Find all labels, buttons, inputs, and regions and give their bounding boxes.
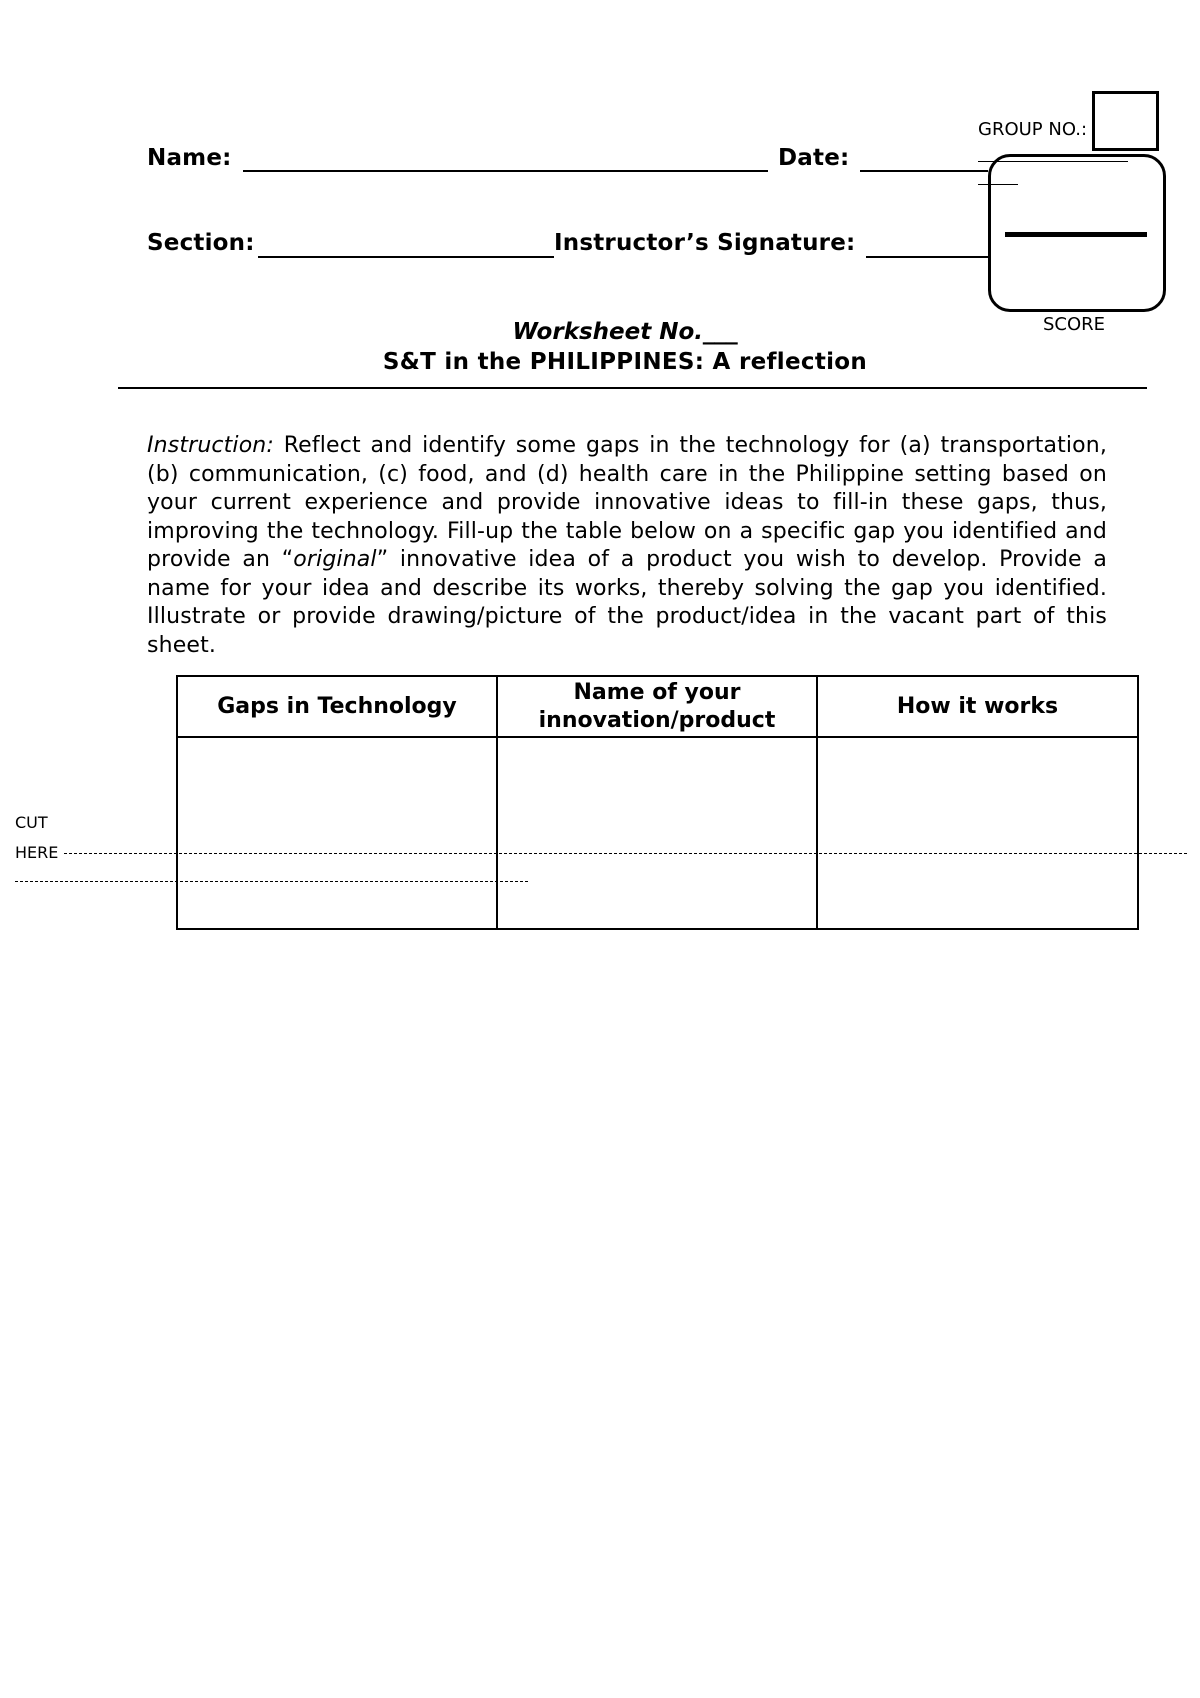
section-field[interactable] bbox=[258, 256, 554, 258]
worksheet-subtitle: S&T in the PHILIPPINES: A reflection bbox=[382, 349, 868, 375]
title-rule bbox=[118, 387, 1147, 389]
instruction-text-1: Reflect and identify some gaps in the technology for (a) transportation, (b) communication, (c) food, and (d) health care in the Philippine setting based on your current experience and provide innovative ideas to fill-in these gaps, thus, improving the technology. Fill-up the table below on a specific gap you identified and provide an “ bbox=[147, 433, 1107, 572]
cut-label: CUT bbox=[15, 813, 48, 832]
instruction-paragraph bbox=[147, 432, 1107, 660]
score-top-line bbox=[978, 161, 1128, 162]
name-label: Name: bbox=[147, 145, 232, 171]
how-it-works-cell[interactable] bbox=[817, 737, 1138, 929]
here-label: HERE bbox=[15, 843, 59, 862]
gaps-table bbox=[176, 675, 1139, 930]
cut-dashed-line-continued bbox=[15, 881, 528, 882]
header-innovation-name: Name of your innovation/product bbox=[497, 676, 817, 737]
instruction-emphasis: original bbox=[293, 547, 377, 572]
signature-label: Instructor’s Signature: bbox=[554, 230, 856, 256]
table-header-row bbox=[177, 676, 1138, 737]
table-row bbox=[177, 737, 1138, 929]
worksheet-title: Worksheet No.___ bbox=[512, 319, 738, 345]
date-label: Date: bbox=[778, 145, 850, 171]
cut-dashed-line bbox=[64, 853, 1187, 854]
date-field[interactable] bbox=[860, 170, 988, 172]
instruction-text-2: ” innovative idea of a product you wish to develop. Provide a name for your idea and describe its works, thereby solving the gap you identified. Illustrate or provide drawing/picture of the product/idea in the vacant part of this sheet. bbox=[147, 547, 1107, 658]
header-how-it-works: How it works bbox=[817, 676, 1138, 737]
group-number-label: GROUP NO.: bbox=[978, 119, 1088, 140]
innovation-cell[interactable] bbox=[497, 737, 817, 929]
section-label: Section: bbox=[147, 230, 255, 256]
gap-cell[interactable] bbox=[177, 737, 497, 929]
instruction-lead: Instruction: bbox=[147, 433, 274, 458]
score-short-line bbox=[978, 184, 1018, 185]
name-field[interactable] bbox=[243, 170, 768, 172]
group-number-box[interactable] bbox=[1092, 91, 1159, 151]
score-label: SCORE bbox=[1043, 314, 1106, 335]
score-divider-line bbox=[1005, 232, 1147, 237]
signature-field[interactable] bbox=[866, 256, 988, 258]
header-gaps-in-technology: Gaps in Technology bbox=[177, 676, 497, 737]
